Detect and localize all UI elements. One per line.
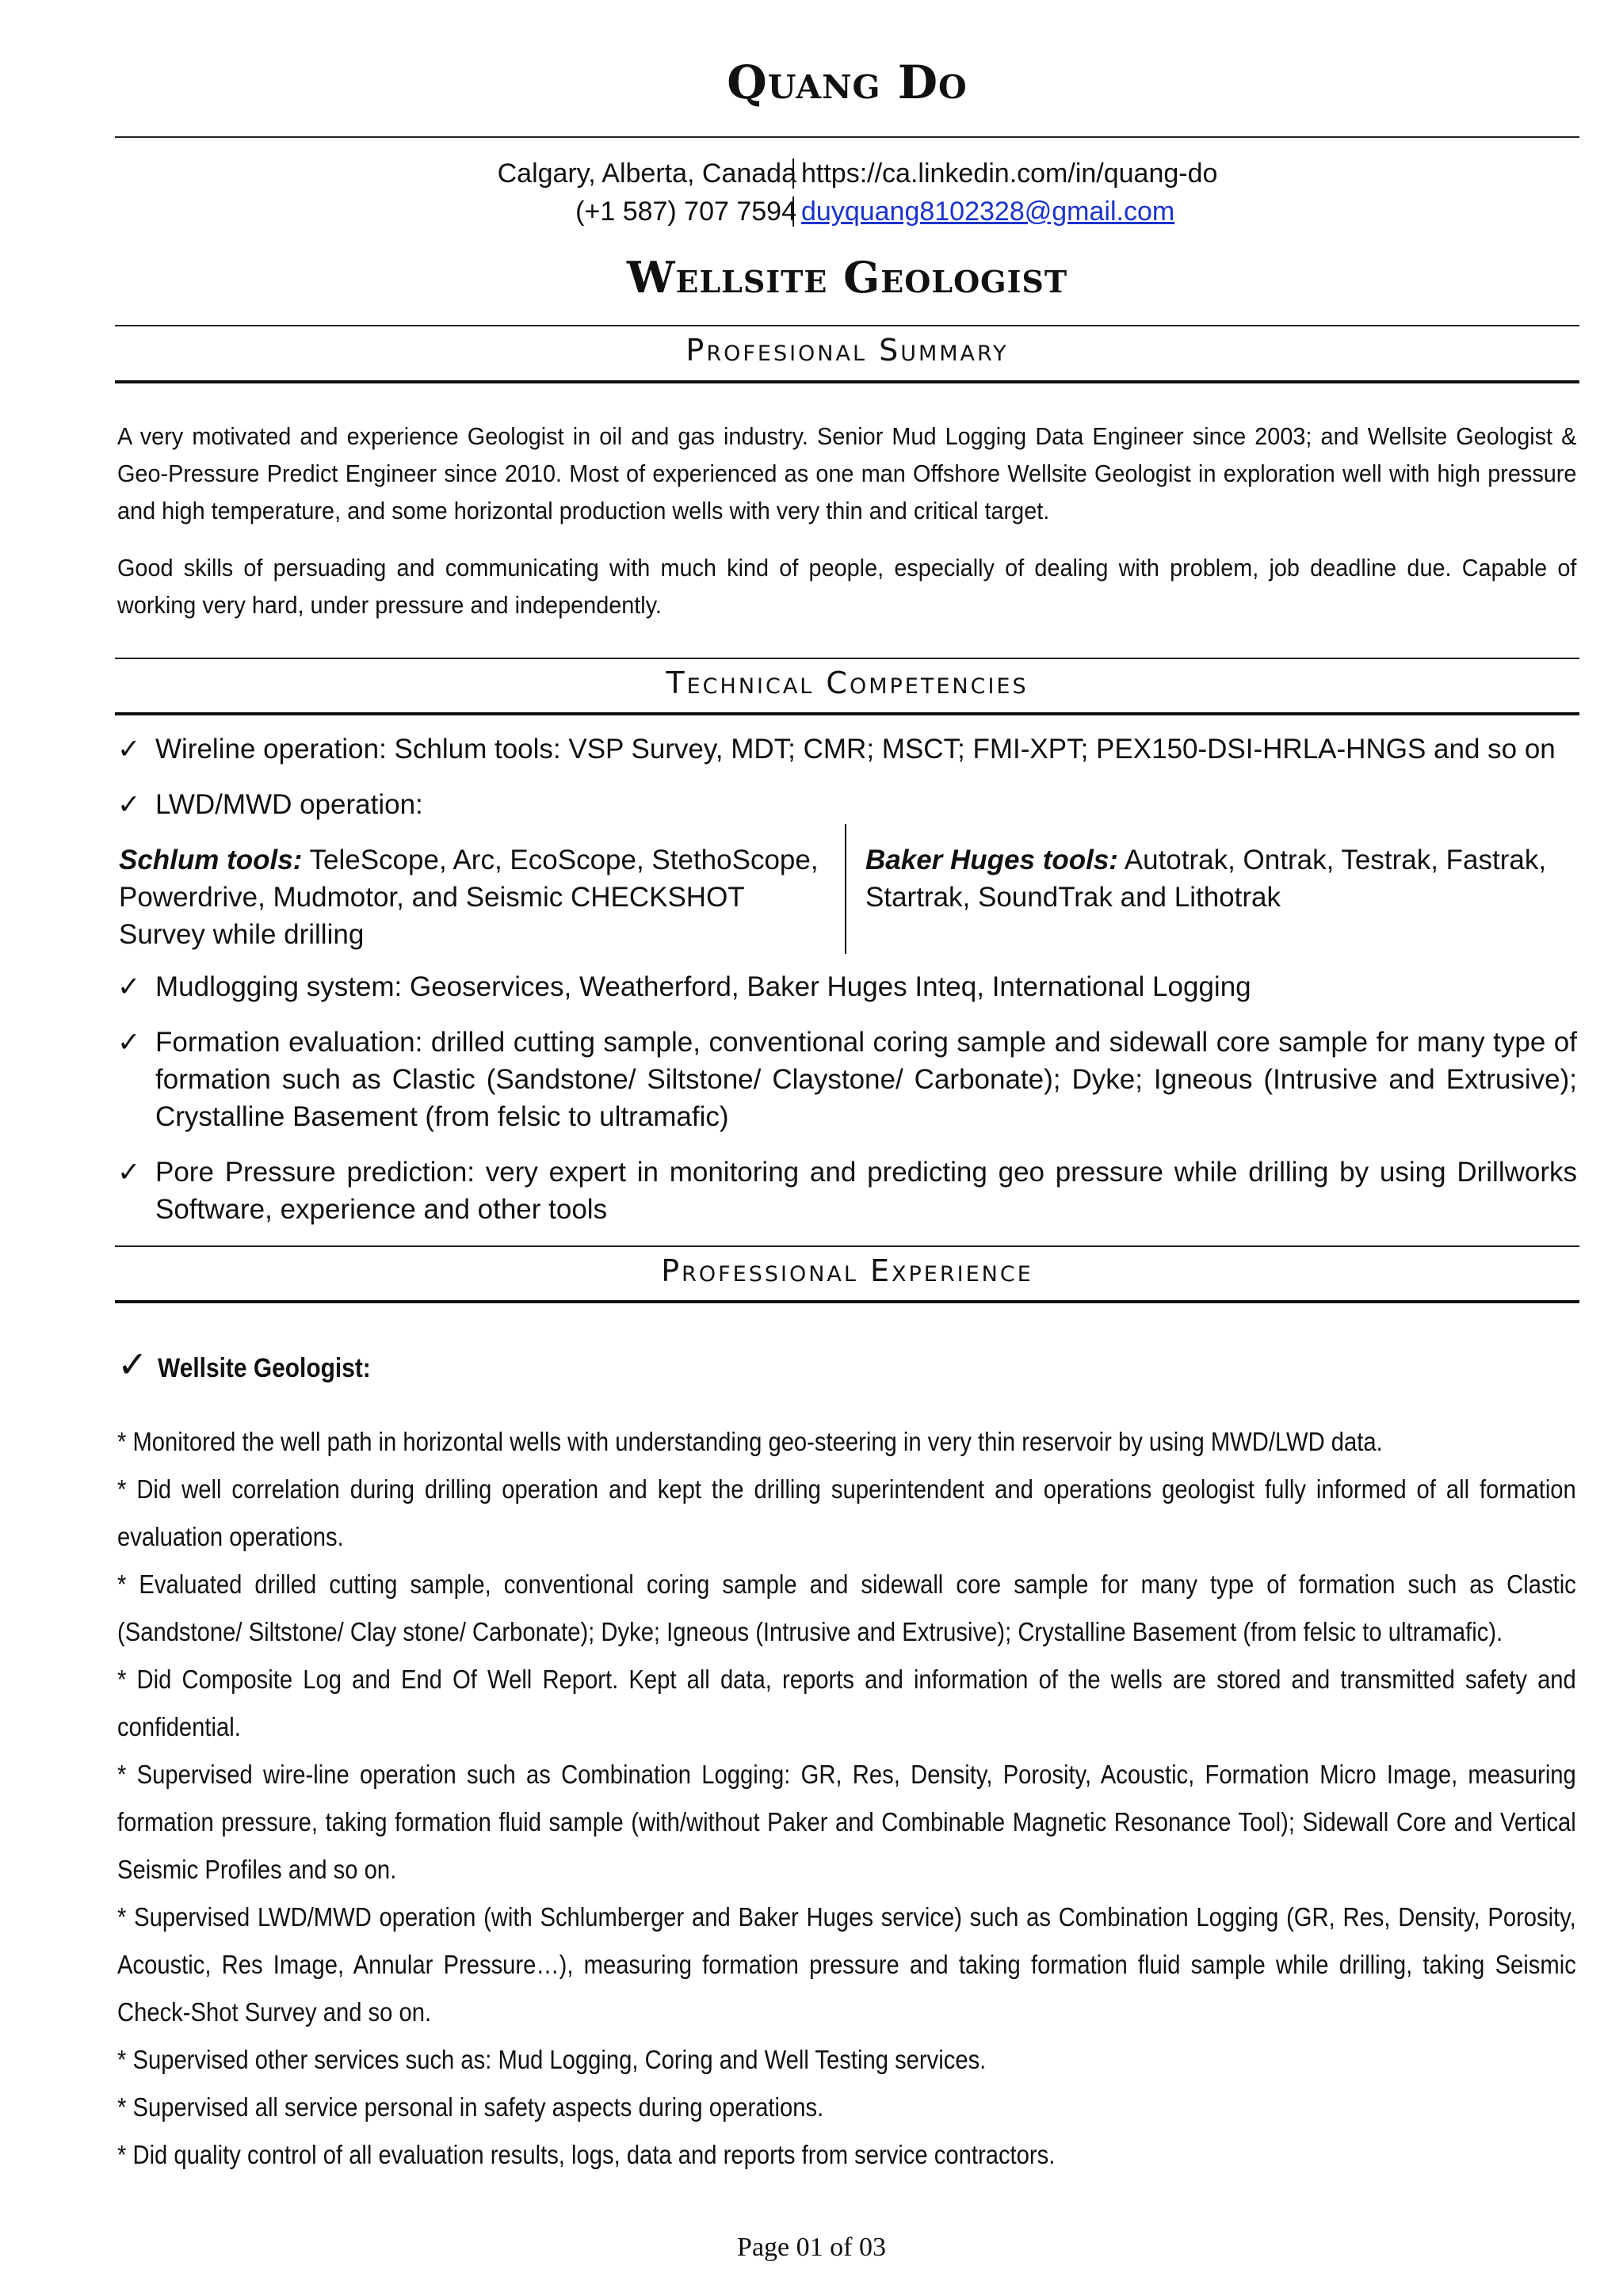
competency-item: ✓ LWD/MWD operation: [117, 786, 1577, 823]
list-item: * Supervised wire-line operation such as Combination Logging: GR, Res, Density, Porosity, Acoustic, Formation Micro Image, measuring formation pressure, taking formation fluid sample (with/without Paker and Combinable Magnetic Resonance Tool); Sidewall Core and Vertical Seismic Profiles and so on. [117, 1760, 1576, 1884]
contact-divider [792, 158, 794, 189]
list-item: * Did well correlation during drilling operation and kept the drilling superintendent and operations geologist fully informed of all formation evaluation operations. [117, 1474, 1576, 1551]
summary-heading: Profesional Summary [685, 333, 1009, 368]
competency-item: ✓ Pore Pressure prediction: very expert in monitoring and predicting geo pressure while drilling by using Drillworks Software, experience and other tools [117, 1154, 1577, 1228]
list-item: * Supervised all service personal in safety aspects during operations. [117, 2092, 824, 2122]
list-item: * Supervised LWD/MWD operation (with Schlumberger and Baker Huges service) such as Combination Logging (GR, Res, Density, Porosity, Acoustic, Res Image, Annular Pressure…), measuring formation pressure and taking formation fluid sample while drilling, taking Seismic Check-Shot Survey and so on. [117, 1902, 1576, 2027]
checkmark-icon: ✓ [117, 1344, 148, 1385]
summary-paragraph: Good skills of persuading and communicating with much kind of people, especially of dealing with problem, job deadline due. Capable of working very hard, under pressure and independently. [117, 554, 1577, 619]
competencies-rule-top [115, 658, 1579, 659]
list-item: * Did quality control of all evaluation results, logs, data and reports from service contractors. [117, 2140, 1056, 2169]
checkmark-icon: ✓ [117, 734, 141, 765]
summary-section [117, 418, 1577, 529]
tools-divider [845, 824, 846, 954]
contact-divider [792, 196, 794, 227]
baker-tools-label: Baker Huges tools: [865, 845, 1118, 875]
email-link[interactable]: duyquang8102328@gmail.com [801, 196, 1175, 227]
contact-row-2 [0, 192, 1623, 231]
candidate-name: Quang Do [727, 55, 968, 109]
checkmark-icon: ✓ [117, 1027, 141, 1058]
phone-text: (+1 587) 707 7594 [575, 196, 796, 227]
page-number: Page 01 of 03 [737, 2233, 886, 2262]
role-title: Wellsite Geologist: [157, 1353, 371, 1383]
competency-item: ✓ Formation evaluation: drilled cutting sample, conventional coring sample and sidewall core sample for many type of formation such as Clastic (Sandstone/ Siltstone/ Claystone/ Carbonate); Dyke; Igneous (Intrusive and Extrusive); Crystalline Basement (from felsic to ultramafic) [117, 1024, 1577, 1135]
schlum-tools: Schlum tools: TeleScope, Arc, EcoScope, StethoScope, Powerdrive, Mudmotor, and Seismic CHECKSHOT Survey while drilling [119, 845, 819, 950]
checkmark-icon: ✓ [117, 971, 141, 1002]
summary-section-2 [117, 549, 1577, 624]
experience-rule-top [115, 1245, 1579, 1247]
list-item: * Evaluated drilled cutting sample, conventional coring sample and sidewall core sample for many type of formation such as Clastic (Sandstone/ Siltstone/ Clay stone/ Carbonate); Dyke; Igneous (Intrusive and Extrusive); Crystalline Basement (from felsic to ultramafic). [117, 1569, 1576, 1646]
competencies-rule-bottom [115, 712, 1579, 715]
experience-role [117, 1343, 399, 1386]
checkmark-icon: ✓ [117, 1157, 141, 1188]
location-text: Calgary, Alberta, Canada [497, 158, 796, 189]
experience-rule-bottom [115, 1300, 1579, 1303]
competency-item: ✓ Wireline operation: Schlum tools: VSP Survey, MDT; CMR; MSCT; FMI-XPT; PEX150-DSI-HRLA-HNGS and so on [117, 730, 1577, 768]
linkedin-link[interactable]: https://ca.linkedin.com/in/quang-do [801, 158, 1218, 189]
schlum-tools-label: Schlum tools: [119, 845, 303, 875]
list-item: * Monitored the well path in horizontal wells with understanding geo-steering in very thin reservoir by using MWD/LWD data. [117, 1427, 1383, 1456]
list-item: * Supervised other services such as: Mud Logging, Coring and Well Testing services. [117, 2045, 987, 2074]
competencies-heading: Technical Competencies [666, 666, 1029, 700]
baker-tools: Baker Huges tools: Autotrak, Ontrak, Testrak, Fastrak, Startrak, SoundTrak and Lithotrak [865, 845, 1547, 913]
checkmark-icon: ✓ [117, 789, 141, 820]
summary-rule-bottom [115, 380, 1579, 383]
experience-list [117, 1418, 1576, 2179]
summary-rule-top [115, 325, 1579, 326]
job-title: Wellsite Geologist [626, 252, 1068, 303]
header-rule [115, 136, 1579, 138]
experience-heading: Professional Experience [661, 1253, 1033, 1288]
list-item: * Did Composite Log and End Of Well Report. Kept all data, reports and information of the wells are stored and transmitted safety and confidential. [117, 1665, 1576, 1741]
summary-paragraph: A very motivated and experience Geologist in oil and gas industry. Senior Mud Logging Data Engineer since 2003; and Wellsite Geologist & Geo-Pressure Predict Engineer since 2010. Most of experienced as one man Offshore Wellsite Geologist in exploration well with high pressure and high temperature, and some horizontal production wells with very thin and critical target. [117, 422, 1577, 524]
contact-row-1 [0, 154, 1623, 193]
competency-item: ✓ Mudlogging system: Geoservices, Weatherford, Baker Huges Inteq, International Logging [117, 968, 1577, 1005]
